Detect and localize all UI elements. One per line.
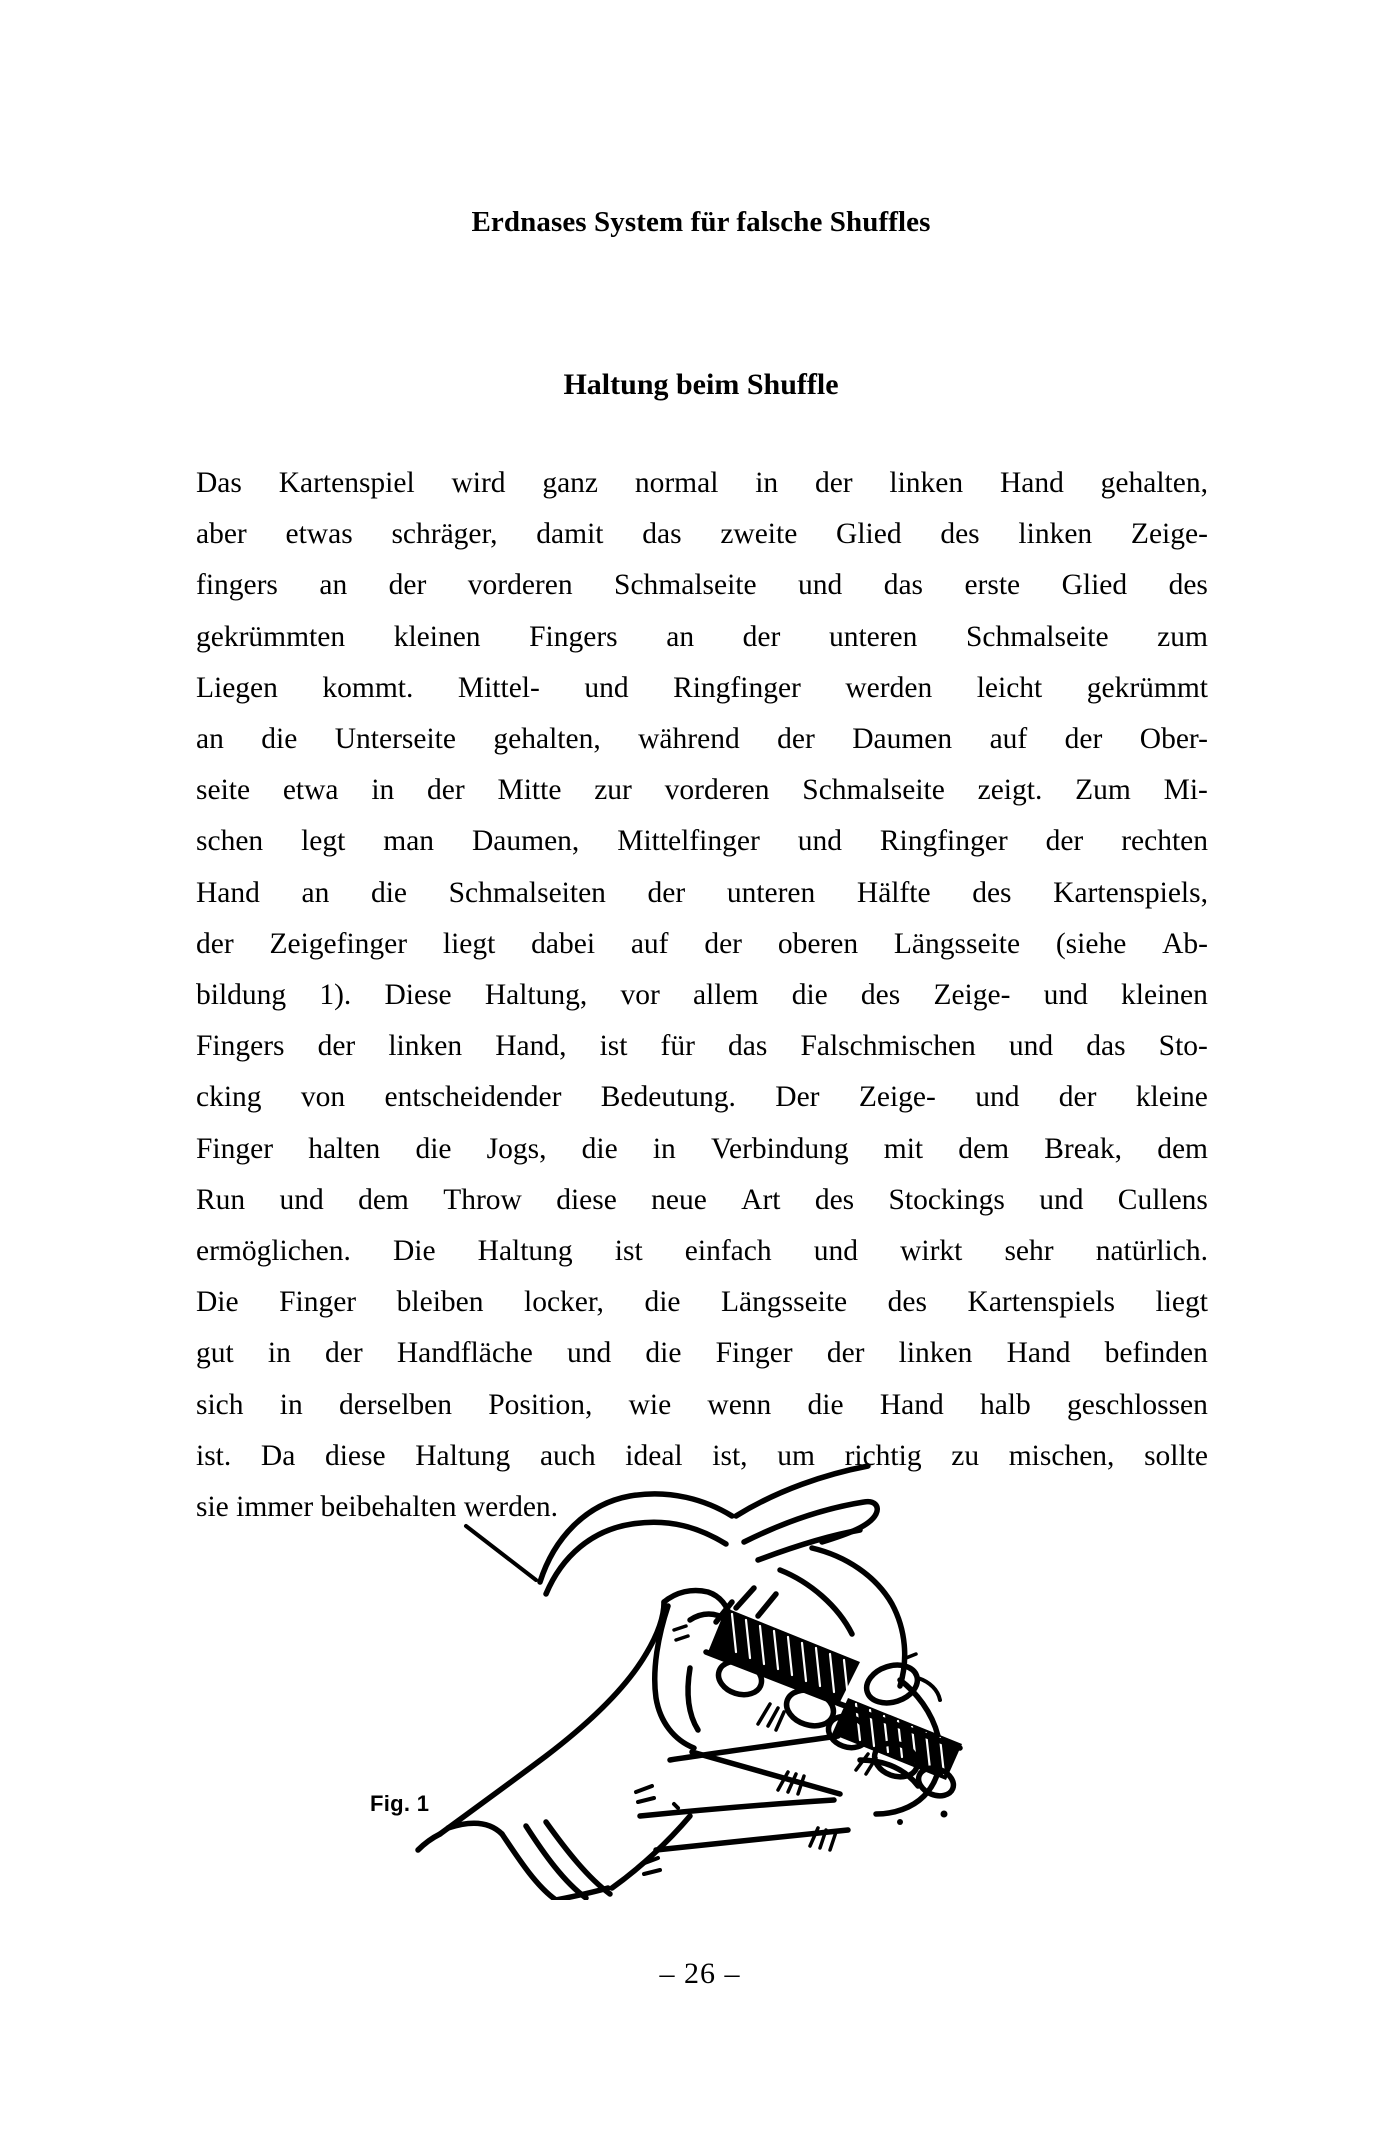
body-line: Run und dem Throw diese neue Art des Stockings und Cullens: [196, 1183, 1208, 1216]
body-line: schen legt man Daumen, Mittelfinger und Ringfinger der rechten: [196, 825, 1208, 858]
body-line: Das Kartenspiel wird ganz normal in der linken Hand gehalten,: [196, 467, 1208, 499]
body-line: cking von entscheidender Bedeutung. Der Zeige- und der kleine: [196, 1081, 1208, 1114]
hands-holding-deck-icon: [340, 1430, 1040, 1900]
body-line: ermöglichen. Die Haltung ist einfach und wirkt sehr natürlich.: [196, 1235, 1208, 1268]
body-line: fingers an der vorderen Schmalseite und das erste Glied des: [196, 569, 1208, 602]
page-number: – 26 –: [659, 1957, 741, 1990]
body-line: sich in derselben Position, wie wenn die Hand halb geschlossen: [196, 1388, 1208, 1421]
body-line: der Zeigefinger liegt dabei auf der oberen Längsseite (siehe Ab-: [196, 927, 1208, 960]
body-line: bildung 1). Diese Haltung, vor allem die des Zeige- und kleinen: [196, 979, 1208, 1012]
figure-caption: Fig. 1: [370, 1791, 430, 1816]
body-line: ist. Da diese Haltung auch ideal ist, um richtig zu mischen, sollte: [196, 1439, 1208, 1472]
body-line: seite etwa in der Mitte zur vorderen Schmalseite zeigt. Zum Mi-: [196, 774, 1208, 807]
body-line: sie immer beibehalten werden.: [196, 1491, 559, 1524]
body-line: Finger halten die Jogs, die in Verbindung mit dem Break, dem: [196, 1132, 1208, 1165]
body-line: Die Finger bleiben locker, die Längsseite des Kartenspiels liegt: [196, 1286, 1208, 1319]
figure-illustration: [340, 1430, 1040, 1900]
body-line: Liegen kommt. Mittel- und Ringfinger werden leicht gekrümmt: [196, 671, 1208, 704]
body-line: gut in der Handfläche und die Finger der linken Hand befinden: [196, 1337, 1208, 1370]
running-head: Erdnases System für falsche Shuffles: [471, 206, 931, 238]
body-line: Hand an die Schmalseiten der unteren Hälfte des Kartenspiels,: [196, 876, 1208, 909]
body-line: Fingers der linken Hand, ist für das Falschmischen und das Sto-: [196, 1030, 1208, 1063]
body-line: an die Unterseite gehalten, während der Daumen auf der Ober-: [196, 723, 1208, 756]
body-line: gekrümmten kleinen Fingers an der unteren Schmalseite zum: [196, 620, 1208, 653]
body-paragraph: [196, 458, 1208, 1533]
section-heading: Haltung beim Shuffle: [563, 368, 839, 401]
body-line: aber etwas schräger, damit das zweite Glied des linken Zeige-: [196, 518, 1208, 551]
